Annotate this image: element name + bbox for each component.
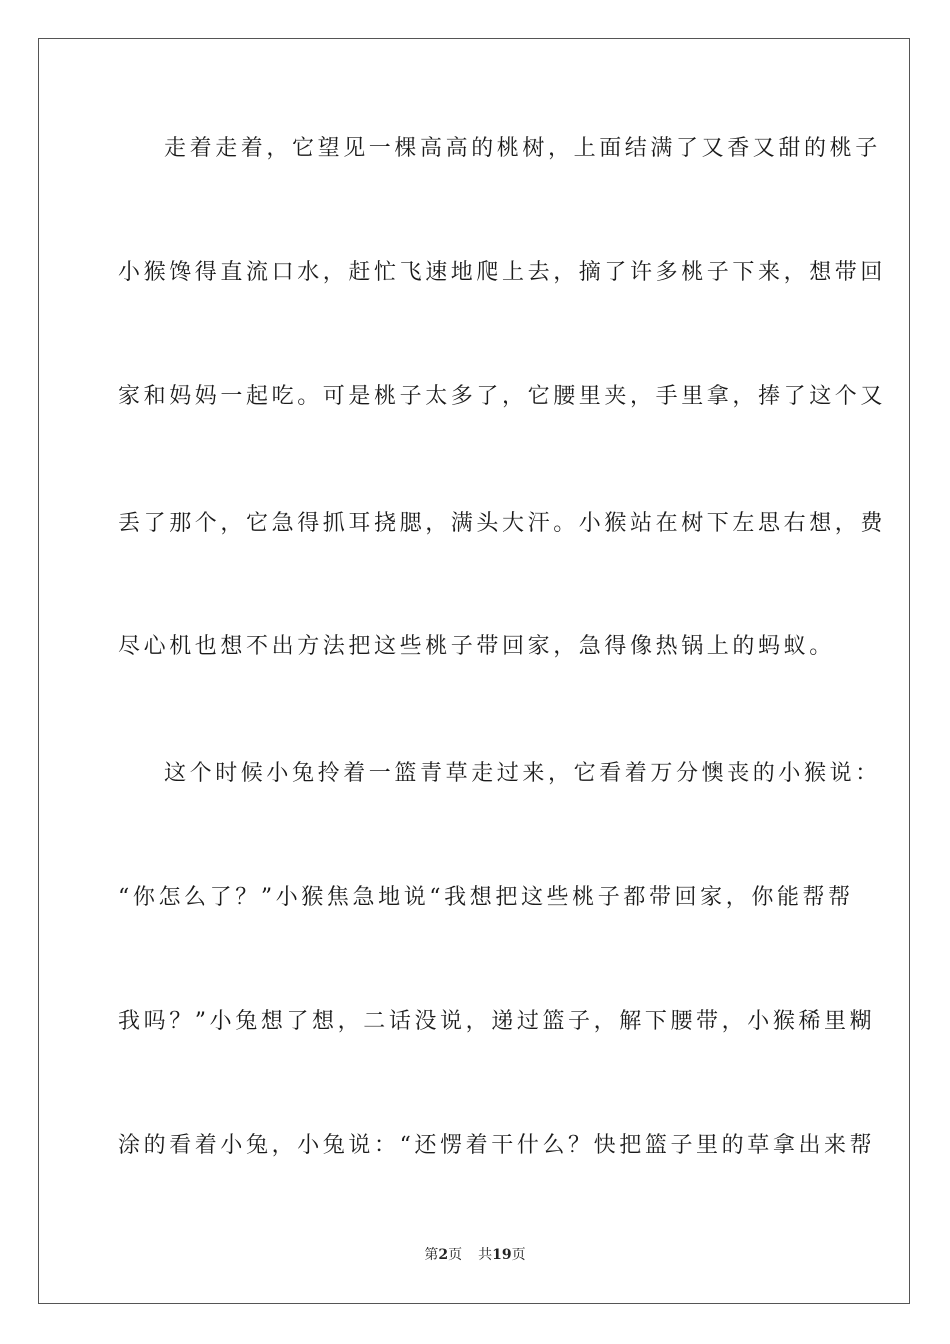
page-number-prefix: 第 [424,1247,439,1263]
page-total-suffix: 页 [511,1247,526,1263]
paragraph-line-7: “你怎么了？”小猴焦急地说“我想把这些桃子都带回家，你能帮帮 [118,885,854,910]
page-total-prefix: 共 [478,1247,493,1263]
paragraph-line-4: 丢了那个，它急得抓耳挠腮，满头大汗。小猴站在树下左思右想，费 [118,511,887,536]
page-number-current: 2 [438,1247,449,1263]
paragraph-line-8: 我吗？”小兔想了想，二话没说，递过篮子，解下腰带，小猴稀里糊 [118,1009,876,1034]
page-border [38,38,910,1304]
page-number-suffix: 页 [448,1247,463,1263]
paragraph-line-6: 这个时候小兔拎着一篮青草走过来，它看着万分懊丧的小猴说： [164,761,881,786]
paragraph-line-9: 涂的看着小兔，小兔说：“还愣着干什么？快把篮子里的草拿出来帮 [118,1133,876,1158]
page-total-count: 19 [492,1247,512,1263]
page-footer [0,1246,950,1264]
paragraph-line-3: 家和妈妈一起吃。可是桃子太多了，它腰里夹，手里拿，捧了这个又 [118,384,887,409]
paragraph-line-5: 尽心机也想不出方法把这些桃子带回家，急得像热锅上的蚂蚁。 [118,634,835,659]
paragraph-line-2: 小猴馋得直流口水，赶忙飞速地爬上去，摘了许多桃子下来，想带回 [118,260,887,285]
paragraph-line-1: 走着走着，它望见一棵高高的桃树，上面结满了又香又甜的桃子 [164,136,881,161]
